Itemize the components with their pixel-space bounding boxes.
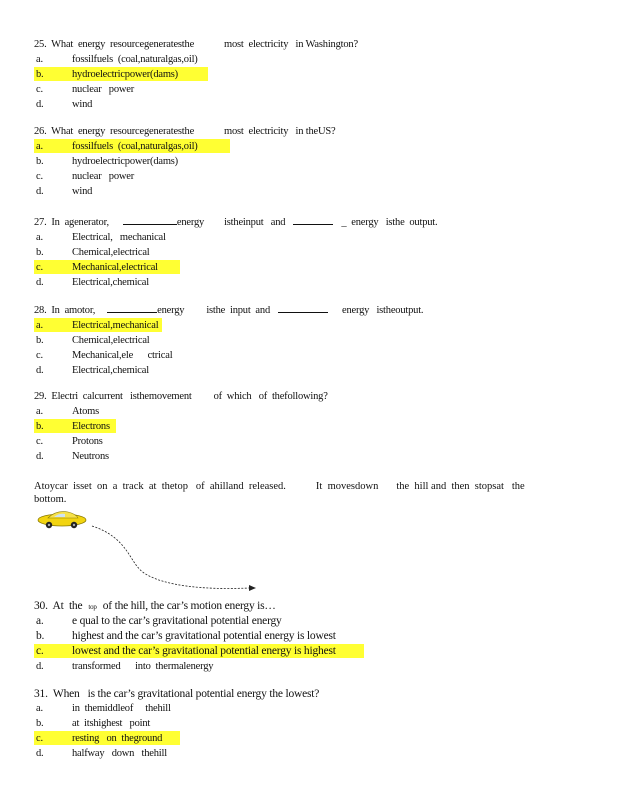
car-track-illustration	[34, 508, 294, 598]
option-26-c	[34, 169, 594, 184]
option-letter: b.	[36, 630, 45, 642]
option-29-a	[34, 404, 594, 419]
stem-part: 28. In amotor,	[34, 305, 96, 316]
option-letter: b.	[36, 421, 44, 432]
question-25	[34, 38, 594, 112]
option-30-a	[34, 614, 594, 629]
option-30-d	[34, 659, 594, 674]
stem-part: 26. What energy resourcegeneratesthe	[34, 126, 195, 137]
stem-part: _ energy isthe output.	[341, 217, 438, 228]
option-text: Electrical,chemical	[72, 365, 149, 376]
option-letter: c.	[36, 350, 43, 361]
option-text: highest and the car’s gravitational potential energy is lowest	[72, 630, 336, 642]
stem-part: 29. Electri calcurrent isthemovement	[34, 391, 192, 402]
option-text: Electrons	[72, 421, 110, 432]
option-26-d	[34, 184, 594, 199]
question-25-stem	[34, 38, 594, 52]
option-text: Protons	[72, 436, 103, 447]
question-30	[34, 599, 594, 674]
stem-part: energy	[176, 217, 205, 228]
option-29-b	[34, 419, 594, 434]
stem-part: of which of thefollowing?	[213, 391, 328, 402]
option-27-a	[34, 230, 594, 245]
option-text: Electrical,mechanical	[72, 320, 159, 331]
option-text: wind	[72, 186, 93, 197]
question-31	[34, 687, 594, 761]
option-letter: d.	[36, 661, 44, 672]
stem-part: 25. What energy resourcegeneratesthe	[34, 39, 195, 50]
option-letter: a.	[36, 320, 43, 331]
option-text: Chemical,electrical	[72, 335, 150, 346]
option-25-d	[34, 97, 594, 112]
option-text: nuclear power	[72, 171, 135, 182]
option-26-b	[34, 154, 594, 169]
option-text: Electrical, mechanical	[72, 232, 166, 243]
question-28-stem	[34, 302, 594, 318]
option-26-a	[34, 139, 594, 154]
option-letter: a.	[36, 232, 43, 243]
option-text: Atoms	[72, 406, 100, 417]
option-letter: c.	[36, 436, 43, 447]
stem-part: 27. In agenerator,	[34, 217, 109, 228]
option-letter: b.	[36, 247, 44, 258]
stem-part: of the hill, the car’s motion energy is…	[102, 600, 276, 612]
arrow-head-icon	[249, 585, 256, 591]
question-26-stem	[34, 125, 594, 139]
option-text: fossilfuels (coal,naturalgas,oil)	[72, 141, 198, 152]
answer-blank	[123, 214, 177, 225]
option-letter: c.	[36, 171, 43, 182]
question-31-stem	[34, 687, 594, 701]
option-text: in themiddleof thehill	[72, 703, 171, 714]
option-25-b	[34, 67, 594, 82]
option-text: e qual to the car’s gravitational potential energy	[72, 615, 282, 627]
option-letter: c.	[36, 645, 44, 657]
option-text: Mechanical,ele ctrical	[72, 350, 173, 361]
option-letter: c.	[36, 733, 43, 744]
answer-blank	[278, 302, 328, 313]
option-29-d	[34, 449, 594, 464]
scenario-line: bottom.	[34, 494, 67, 505]
option-letter: a.	[36, 141, 43, 152]
option-letter: b.	[36, 156, 44, 167]
option-30-c	[34, 644, 594, 659]
option-28-b	[34, 333, 594, 348]
question-26	[34, 125, 594, 199]
option-27-d	[34, 275, 594, 290]
option-letter: d.	[36, 365, 44, 376]
stem-part: most electricity in Washington?	[224, 39, 358, 50]
option-letter: d.	[36, 99, 44, 110]
track-path	[92, 526, 249, 588]
option-letter: b.	[36, 69, 44, 80]
option-31-b	[34, 716, 594, 731]
option-letter: d.	[36, 277, 44, 288]
option-letter: d.	[36, 451, 44, 462]
scenario-part: Atoycar isset on a track at thetop of ahilland released.	[34, 481, 286, 492]
option-text: Electrical,chemical	[72, 277, 149, 288]
option-27-c	[34, 260, 594, 275]
option-text: resting on theground	[72, 733, 163, 744]
answer-blank	[107, 302, 157, 313]
option-31-a	[34, 701, 594, 716]
option-text: hydroelectricpower(dams)	[72, 156, 178, 167]
option-letter: c.	[36, 84, 43, 95]
answer-blank	[293, 214, 333, 225]
option-letter: a.	[36, 406, 43, 417]
option-letter: b.	[36, 718, 44, 729]
option-28-d	[34, 363, 594, 378]
stem-emphasis: top	[88, 603, 97, 611]
option-text: Neutrons	[72, 451, 109, 462]
question-29-stem	[34, 390, 594, 404]
option-text: lowest and the car’s gravitational potential energy is highest	[72, 645, 336, 657]
option-text: hydroelectricpower(dams)	[72, 69, 178, 80]
option-text: Chemical,electrical	[72, 247, 150, 258]
stem-part: energy istheoutput.	[342, 305, 424, 316]
option-letter: a.	[36, 615, 44, 627]
scenario-part: It movesdown	[315, 481, 379, 492]
question-27-stem	[34, 214, 594, 230]
option-text: nuclear power	[72, 84, 135, 95]
option-29-c	[34, 434, 594, 449]
option-28-a	[34, 318, 594, 333]
option-letter: d.	[36, 186, 44, 197]
question-29	[34, 390, 594, 464]
option-31-c	[34, 731, 594, 746]
option-text: transformed into thermalenergy	[72, 661, 214, 672]
stem-part: is the car’s gravitational potential energy the lowest?	[87, 688, 320, 700]
option-text: Mechanical,electrical	[72, 262, 158, 273]
question-28	[34, 302, 594, 378]
track-diagram	[34, 508, 294, 598]
stem-part: isthe input and	[206, 305, 270, 316]
toy-car-icon	[38, 512, 86, 529]
option-27-b	[34, 245, 594, 260]
option-30-b	[34, 629, 594, 644]
option-text: halfway down thehill	[72, 748, 167, 759]
option-text: fossilfuels (coal,naturalgas,oil)	[72, 54, 198, 65]
option-letter: b.	[36, 335, 44, 346]
option-28-c	[34, 348, 594, 363]
option-letter: a.	[36, 703, 43, 714]
scenario-part: the hill and then stopsat the	[396, 481, 525, 492]
option-letter: d.	[36, 748, 44, 759]
option-letter: c.	[36, 262, 43, 273]
option-letter: a.	[36, 54, 43, 65]
question-27	[34, 214, 594, 290]
stem-part: istheinput and	[224, 217, 286, 228]
question-30-stem	[34, 599, 594, 614]
option-31-d	[34, 746, 594, 761]
option-25-c	[34, 82, 594, 97]
scenario-line	[34, 480, 594, 493]
option-25-a	[34, 52, 594, 67]
scenario-text	[34, 480, 594, 506]
stem-part: 31. When	[34, 688, 80, 700]
option-text: wind	[72, 99, 93, 110]
option-text: at itshighest point	[72, 718, 151, 729]
stem-part: most electricity in theUS?	[224, 126, 336, 137]
stem-part: 30. At the	[34, 600, 83, 612]
stem-part: energy	[157, 305, 185, 316]
